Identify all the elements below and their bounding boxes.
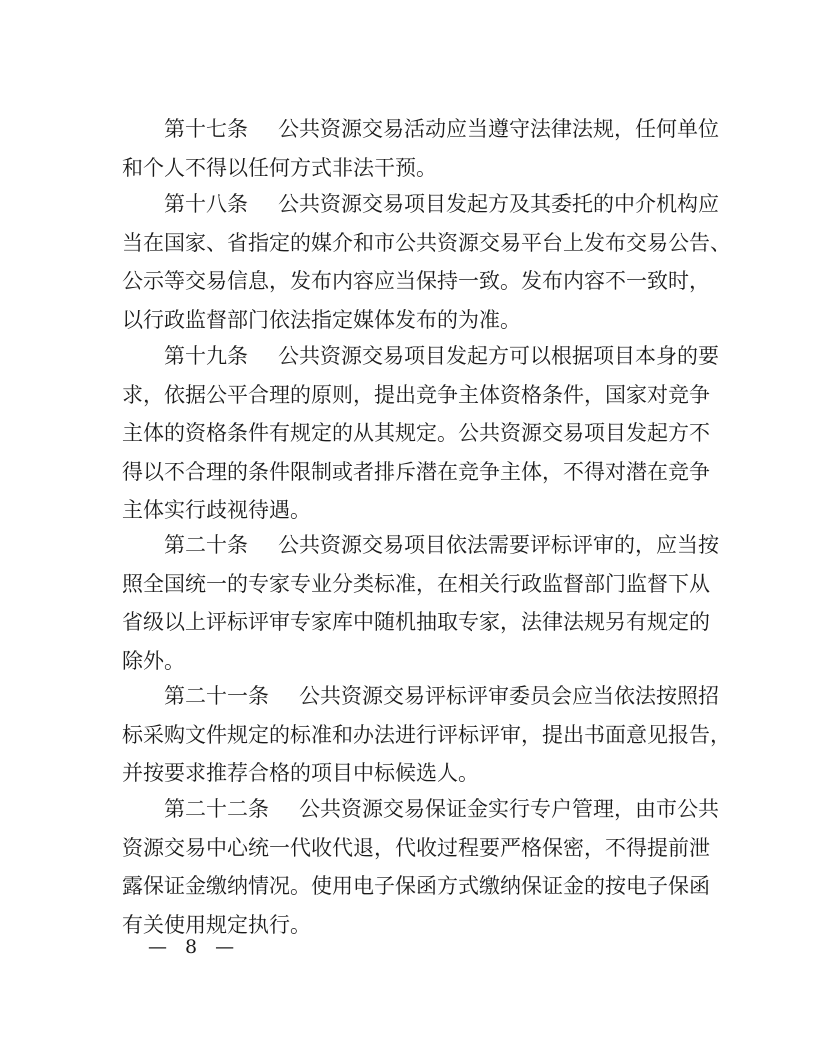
article-first-line [122, 526, 719, 565]
article-number: 第二十一条 [164, 684, 269, 708]
article-21 [122, 677, 731, 793]
article-text: 公共资源交易项目发起方及其委托的中介机构应 [278, 192, 719, 216]
article-number: 第二十二条 [164, 797, 269, 821]
article-19 [122, 337, 719, 530]
article-text-line: 主体的资格条件有规定的从其规定。公共资源交易项目发起方不 [122, 421, 710, 445]
article-22 [122, 790, 719, 944]
article-text-line: 公示等交易信息，发布内容应当保持一致。发布内容不一致时， [122, 269, 710, 293]
article-number: 第十八条 [164, 192, 248, 216]
article-first-line [122, 110, 719, 149]
article-text: 公共资源交易保证金实行专户管理，由市公共 [299, 797, 719, 821]
article-first-line [122, 337, 719, 376]
article-text-line: 并按要求推荐合格的项目中标候选人。 [122, 761, 479, 785]
article-text-line: 和个人不得以任何方式非法干预。 [122, 155, 437, 180]
article-text-line: 求，依据公平合理的原则，提出竞争主体资格条件，国家对竞争 [122, 382, 710, 407]
article-20 [122, 526, 719, 680]
article-text-line: 主体实行歧视待遇。 [122, 498, 311, 522]
article-number: 第十九条 [164, 344, 248, 368]
article-first-line [122, 677, 719, 716]
article-text: 公共资源交易项目依法需要评标评审的，应当按 [278, 533, 719, 557]
article-text: 公共资源交易活动应当遵守法律法规，任何单位 [278, 117, 719, 141]
article-text-line: 得以不合理的条件限制或者排斥潜在竞争主体，不得对潜在竞争 [122, 459, 710, 484]
article-18 [122, 185, 731, 339]
article-text-line: 省级以上评标评审专家库中随机抽取专家，法律法规另有规定的 [122, 610, 710, 634]
article-text-line: 以行政监督部门依法指定媒体发布的为准。 [122, 307, 521, 332]
article-number: 第二十条 [164, 533, 248, 557]
article-first-line [122, 185, 719, 224]
article-17 [122, 110, 719, 187]
article-text-line: 除外。 [122, 648, 185, 673]
article-first-line [122, 790, 719, 829]
article-number: 第十七条 [164, 117, 248, 141]
article-text-line: 标采购文件规定的标准和办法进行评标评审，提出书面意见报告， [122, 722, 731, 747]
article-text-line: 有关使用规定执行。 [122, 912, 311, 937]
article-text-line: 照全国统一的专家专业分类标准，在相关行政监督部门监督下从 [122, 571, 710, 596]
article-text: 公共资源交易项目发起方可以根据项目本身的要 [278, 344, 719, 368]
article-text-line: 露保证金缴纳情况。使用电子保函方式缴纳保证金的按电子保函 [122, 874, 710, 898]
article-text-line: 资源交易中心统一代收代退，代收过程要严格保密，不得提前泄 [122, 835, 710, 860]
page-number: — 8 — [148, 936, 241, 958]
article-text: 公共资源交易评标评审委员会应当依法按照招 [299, 684, 719, 708]
article-text-line: 当在国家、省指定的媒介和市公共资源交易平台上发布交易公告、 [122, 230, 731, 255]
